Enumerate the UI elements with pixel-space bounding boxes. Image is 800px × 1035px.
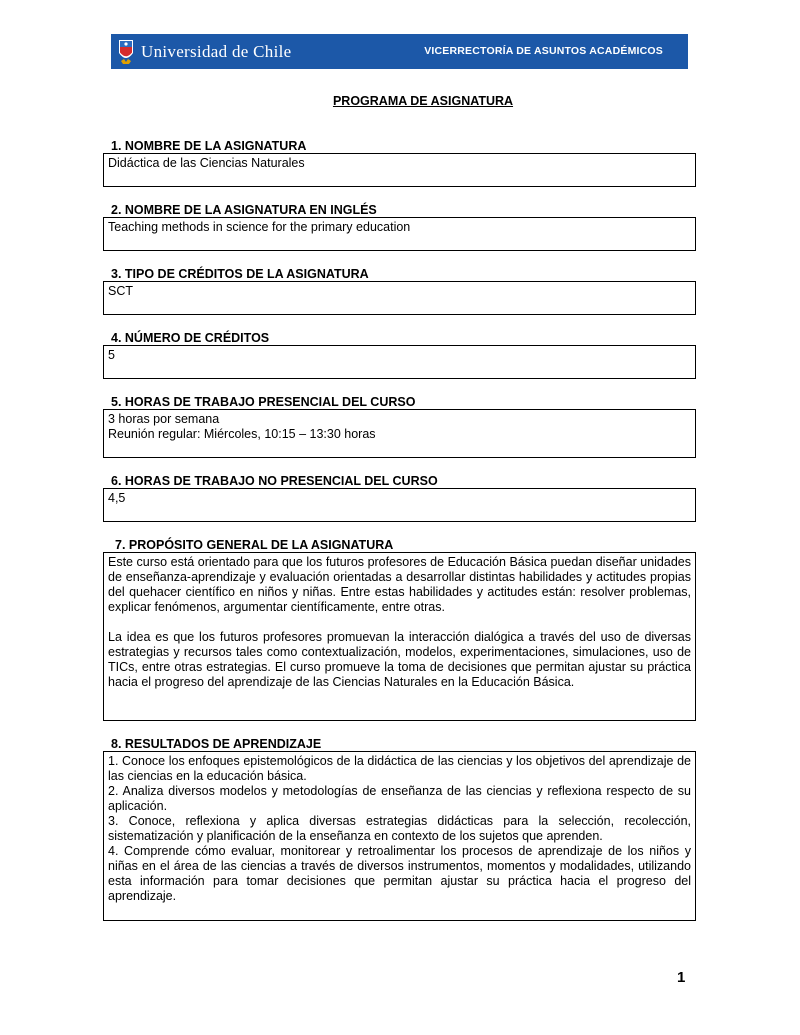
- learning-outcome-1: 1. Conoce los enfoques epistemológicos de la didáctica de las ciencias y los objetivos del aprendizaje de las ciencias en la educación básica.: [108, 754, 691, 783]
- section-3-value: SCT: [108, 284, 133, 298]
- section-5-line-1: 3 horas por semana: [108, 412, 220, 426]
- section-6-box: [103, 488, 696, 522]
- section-7-box: [103, 552, 696, 721]
- section-4-box: [103, 345, 696, 379]
- section-7-paragraph-2: La idea es que los futuros profesores promuevan la interacción dialógica a través del uso de diversas estrategias y recursos tales como contextualización, modelos, experimentaciones, simulaciones, uso de TICs, entre otras estrategias. El curso promueve la toma de decisiones que permitan ajustar su práctica hacia el progreso del aprendizaje de las Ciencias Naturales en la Educación Básica.: [108, 630, 691, 689]
- page-number: 1: [677, 969, 686, 986]
- university-name: Universidad de Chile: [141, 42, 292, 61]
- section-4-heading: 4. NÚMERO DE CRÉDITOS: [111, 331, 270, 345]
- section-5-line-2: Reunión regular: Miércoles, 10:15 – 13:30 horas: [108, 427, 376, 441]
- section-3-heading: 3. TIPO DE CRÉDITOS DE LA ASIGNATURA: [111, 267, 369, 281]
- section-2-heading: 2. NOMBRE DE LA ASIGNATURA EN INGLÉS: [111, 203, 377, 217]
- header-banner: [111, 34, 688, 69]
- learning-outcome-3: 3. Conoce, reflexiona y aplica diversas estrategias didácticas para la selección, recolección, sistematización y planificación de la enseñanza en contexto de los sujetos que aprenden.: [108, 814, 691, 843]
- section-1-heading: 1. NOMBRE DE LA ASIGNATURA: [111, 139, 307, 153]
- section-6-value: 4,5: [108, 491, 126, 505]
- section-7-paragraph-1: Este curso está orientado para que los futuros profesores de Educación Básica puedan diseñar unidades de enseñanza-aprendizaje y evaluación orientadas a desarrollar distintas habilidades y actitudes propias del quehacer científico en niños y niñas. Entre estas habilidades y actitudes están: resolver problemas, explicar fenómenos, argumentar científicamente, entre otras.: [108, 555, 691, 614]
- learning-outcome-2: 2. Analiza diversos modelos y metodologías de enseñanza de las ciencias y reflexiona respecto de su aplicación.: [108, 784, 691, 813]
- section-1-box: [103, 153, 696, 187]
- learning-outcome-4: 4. Comprende cómo evaluar, monitorear y retroalimentar los procesos de aprendizaje de los niños y niñas en el área de las ciencias a través de diversos instrumentos, momentos y modalidades, utilizando esta información para tomar decisiones que permitan ajustar su práctica hacia el progreso del aprendizaje.: [108, 844, 691, 903]
- university-crest-icon: [117, 37, 135, 66]
- section-2-value: Teaching methods in science for the primary education: [108, 220, 411, 234]
- section-2-box: [103, 217, 696, 251]
- section-6-heading: 6. HORAS DE TRABAJO NO PRESENCIAL DEL CURSO: [111, 474, 438, 488]
- section-1-value: Didáctica de las Ciencias Naturales: [108, 156, 305, 170]
- section-5-heading: 5. HORAS DE TRABAJO PRESENCIAL DEL CURSO: [111, 395, 416, 409]
- section-8-heading: 8. RESULTADOS DE APRENDIZAJE: [111, 737, 322, 751]
- section-7-heading: 7. PROPÓSITO GENERAL DE LA ASIGNATURA: [115, 538, 394, 552]
- document-title: PROGRAMA DE ASIGNATURA: [332, 94, 514, 108]
- section-4-value: 5: [108, 348, 115, 362]
- section-8-box: [103, 751, 696, 921]
- section-3-box: [103, 281, 696, 315]
- vicerrectoria-label: VICERRECTORÍA DE ASUNTOS ACADÉMICOS: [424, 45, 663, 57]
- section-5-box: [103, 409, 696, 458]
